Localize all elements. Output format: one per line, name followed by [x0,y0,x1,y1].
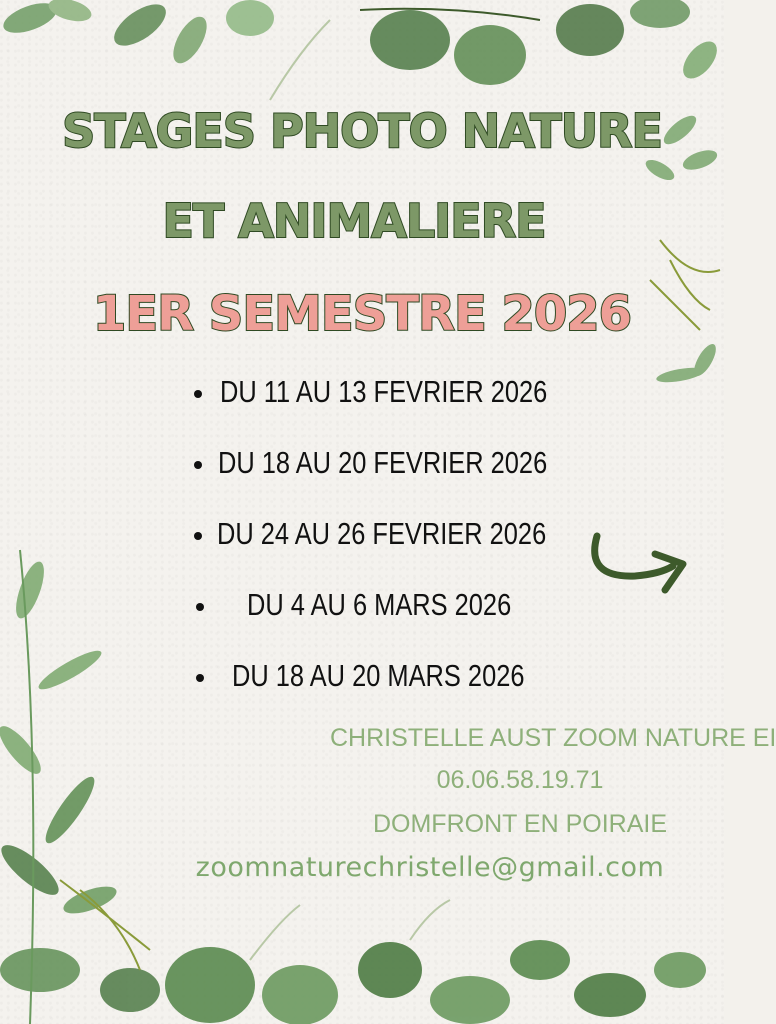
bullet-icon [194,532,202,540]
contact-phone: 06.06.58.19.71 [436,766,604,794]
date-text: DU 18 AU 20 FEVRIER 2026 [218,445,548,480]
contact-email[interactable]: zoomnaturechristelle@gmail.com [195,852,665,883]
list-item [0,656,724,700]
date-text: DU 18 AU 20 MARS 2026 [232,658,525,693]
bullet-icon [196,603,204,611]
leaves-bottom [150,900,724,1024]
bullet-icon [194,461,202,469]
contact-location: DOMFRONT EN POIRAIE [372,810,667,838]
title-line-2: ET ANIMALIERE [162,194,546,248]
bullet-icon [196,674,204,682]
list-item [0,443,724,487]
title-line-1: STAGES PHOTO NATURE [62,104,662,158]
date-text: DU 11 AU 13 FEVRIER 2026 [220,374,548,409]
title-line-3: 1ER SEMESTRE 2026 [92,286,632,342]
date-text: DU 4 AU 6 MARS 2026 [247,587,512,622]
contact-name: CHRISTELLE AUST ZOOM NATURE EI [330,724,776,752]
date-text: DU 24 AU 26 FEVRIER 2026 [217,516,547,551]
bullet-icon [194,390,202,398]
curved-arrow-icon [585,528,695,608]
list-item [0,372,724,416]
eucalyptus-leaves-top [0,0,724,120]
